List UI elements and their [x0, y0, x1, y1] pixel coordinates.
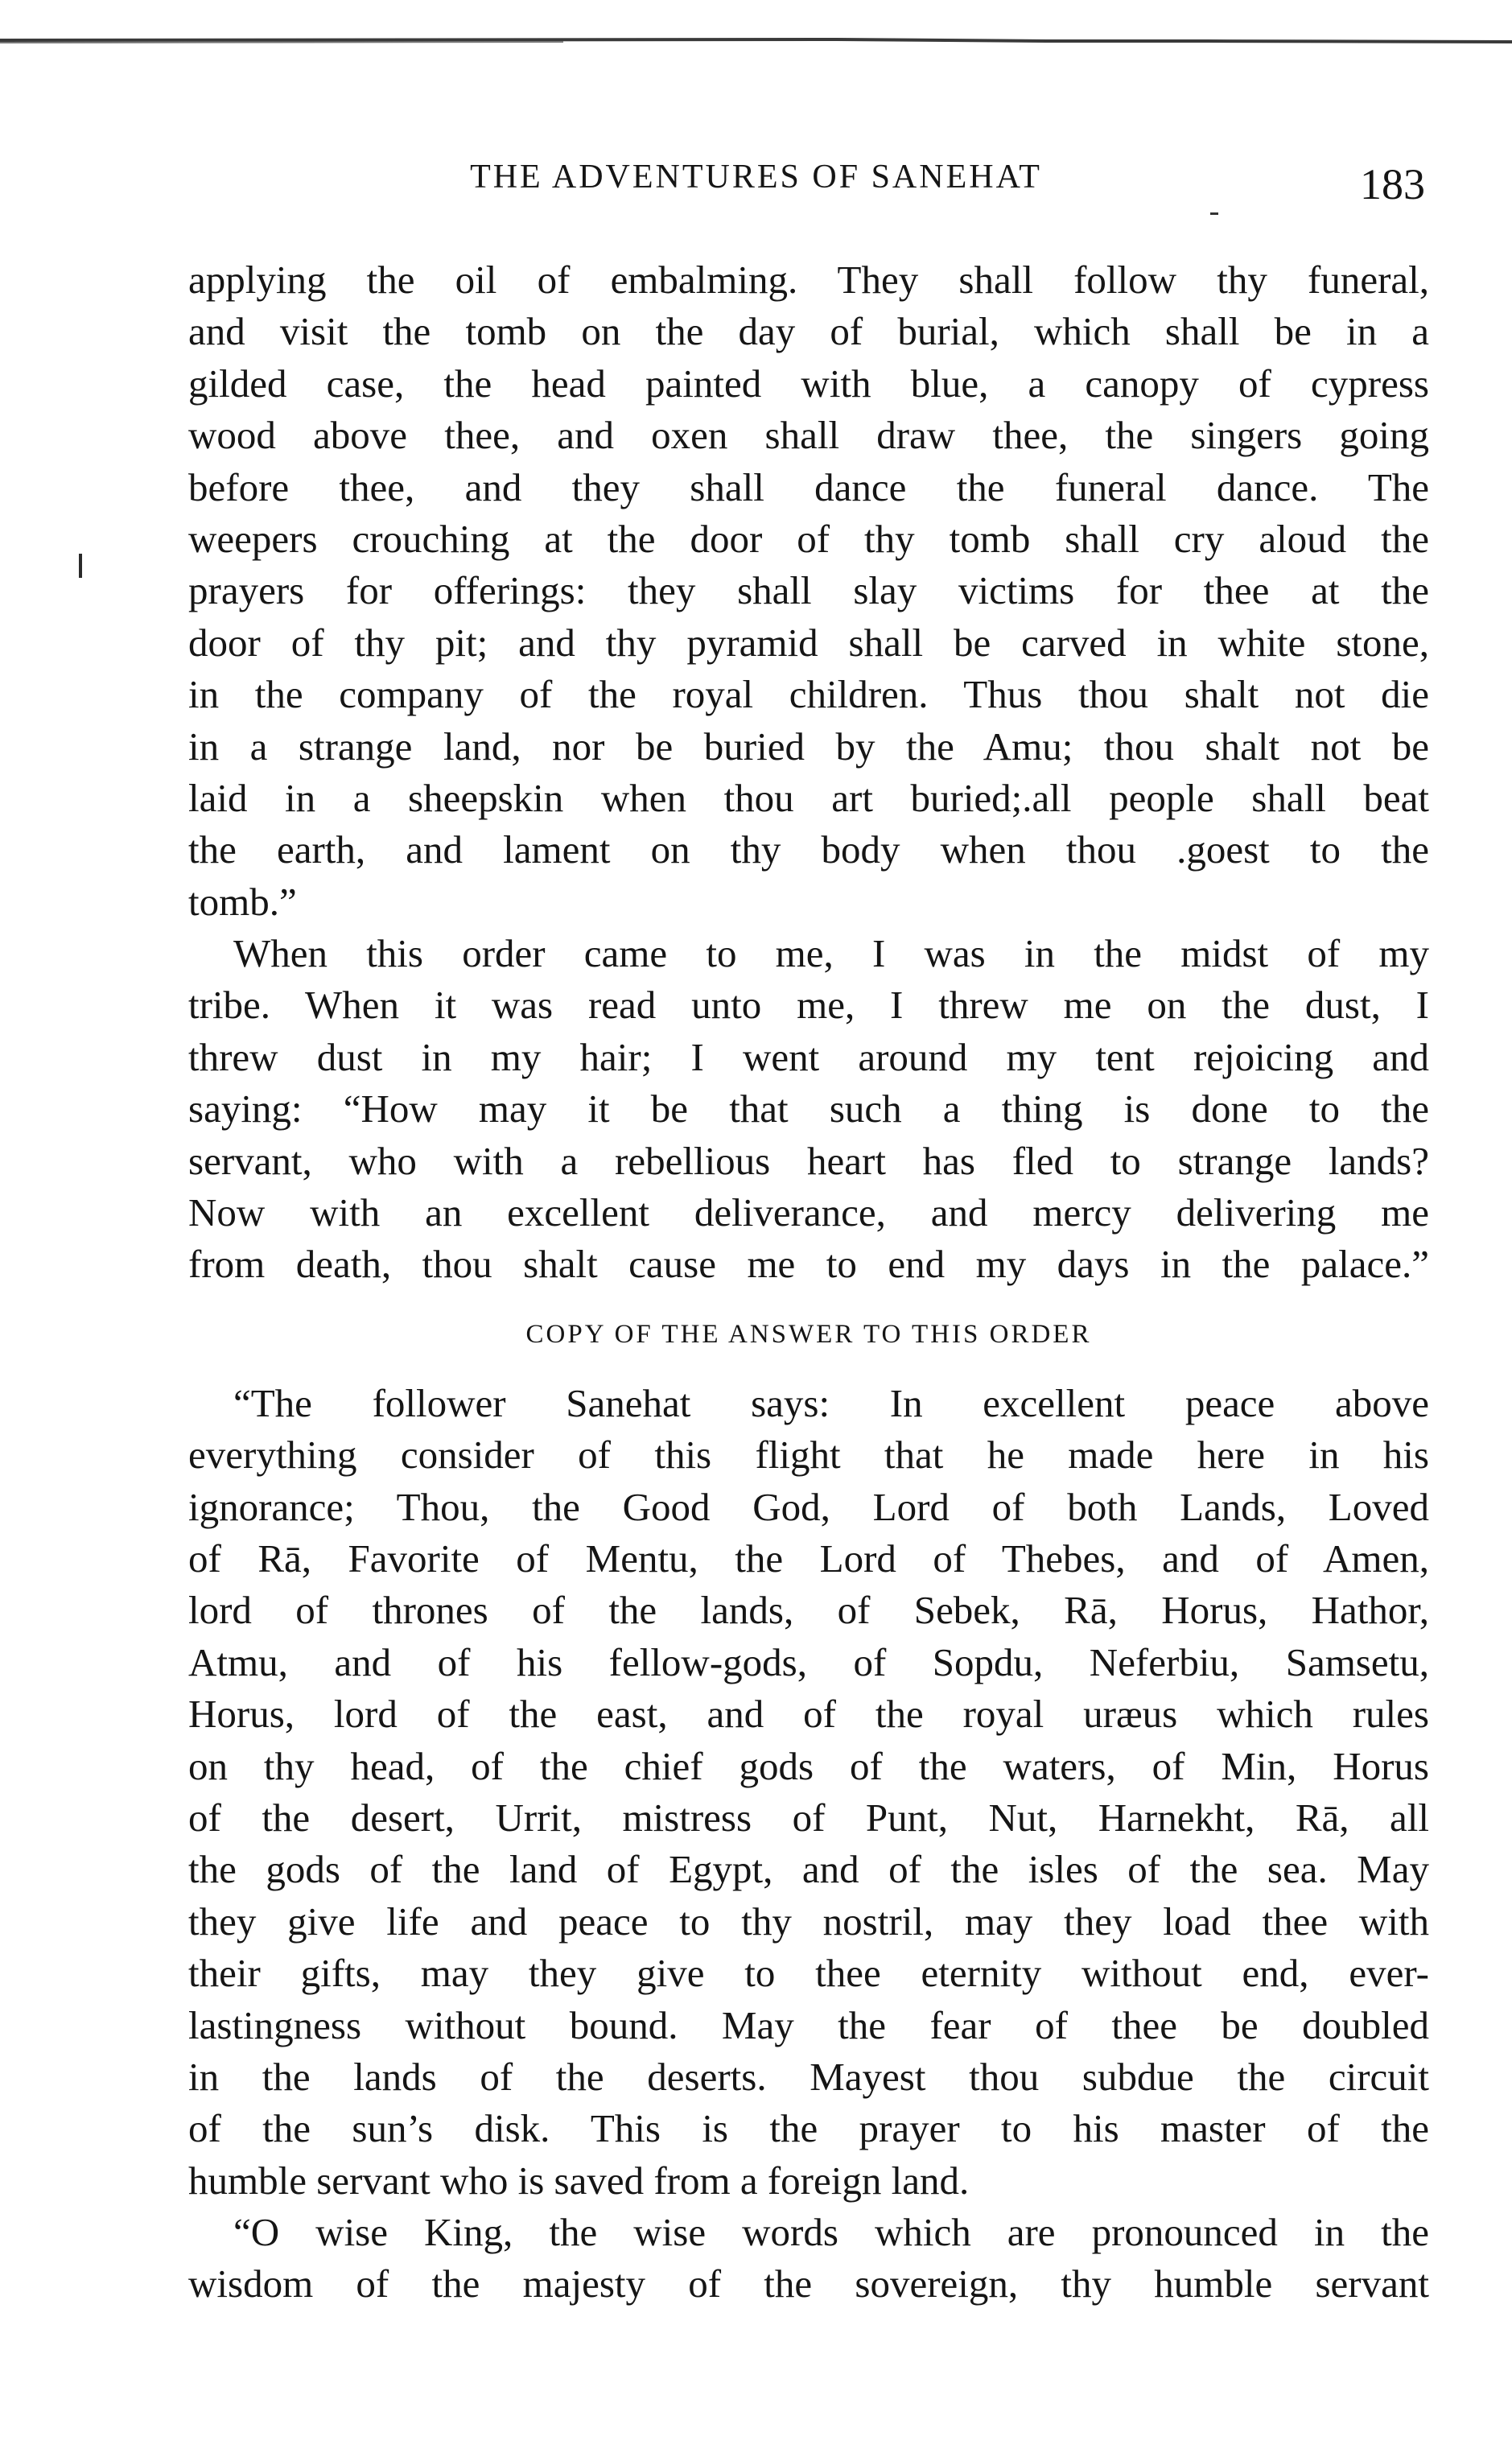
text-line: of Rā, Favorite of Mentu, the Lord of Thebes, and of Amen,	[188, 1536, 1429, 1581]
stray-print-mark	[1210, 212, 1218, 215]
paragraph-wise-king	[188, 2207, 1429, 2311]
text-line: lastingness without bound. May the fear of thee be doubled	[188, 2002, 1429, 2047]
text-line: before thee, and they shall dance the funeral dance. The	[188, 464, 1429, 509]
text-line: “O wise King, the wise words which are pronounced in the	[233, 2210, 1429, 2255]
text-line: wisdom of the majesty of the sovereign, thy humble servant	[188, 2261, 1429, 2307]
text-line: laid in a sheepskin when thou art buried;.all people shall beat	[188, 775, 1429, 820]
text-line: everything consider of this flight that he made here in his	[188, 1433, 1429, 1478]
text-body	[188, 254, 1429, 2311]
margin-mark	[79, 554, 82, 578]
text-line: their gifts, may they give to thee eternity without end, ever-	[188, 1951, 1429, 1996]
text-line: weepers crouching at the door of thy tomb shall cry aloud the	[188, 516, 1429, 561]
text-line: of the sun’s disk. This is the prayer to his master of the	[188, 2106, 1429, 2151]
paragraph-answer	[188, 1378, 1429, 2207]
text-line: “The follower Sanehat says: In excellent peace above	[233, 1380, 1429, 1425]
text-line: the earth, and lament on thy body when thou .goest to the	[188, 827, 1429, 872]
text-line: tribe. When it was read unto me, I threw me on the dust, I	[188, 983, 1429, 1028]
text-line: tomb.”	[188, 879, 297, 924]
text-line: of the desert, Urrit, mistress of Punt, Nut, Harnekht, Rā, all	[188, 1795, 1429, 1840]
text-line: ignorance; Thou, the Good God, Lord of both Lands, Loved	[188, 1484, 1429, 1529]
text-line: gilded case, the head painted with blue, a canopy of cypress	[188, 361, 1429, 406]
text-line: wood above thee, and oxen shall draw thee, the singers going	[188, 413, 1429, 458]
text-line: threw dust in my hair; I went around my tent rejoicing and	[188, 1034, 1429, 1079]
paragraph-funeral	[188, 254, 1429, 928]
text-line: saying: “How may it be that such a thing is done to the	[188, 1086, 1429, 1132]
section-heading: COPY OF THE ANSWER TO THIS ORDER	[525, 1319, 1092, 1349]
text-line: in a strange land, nor be buried by the Amu; thou shalt not be	[188, 723, 1429, 769]
page-number: 183	[1360, 160, 1425, 208]
text-line: servant, who with a rebellious heart has fled to strange lands?	[188, 1138, 1429, 1183]
text-line: and visit the tomb on the day of burial, which shall be in a	[188, 309, 1429, 354]
text-line: door of thy pit; and thy pyramid shall be carved in white stone,	[188, 620, 1429, 665]
running-title: THE ADVENTURES OF SANEHAT	[470, 159, 1042, 196]
text-line: Horus, lord of the east, and of the royal uræus which rules	[188, 1692, 1429, 1737]
text-line: on thy head, of the chief gods of the waters, of Min, Horus	[188, 1743, 1429, 1788]
text-line: When this order came to me, I was in the midst of my	[233, 931, 1429, 976]
text-line: in the lands of the deserts. Mayest thou subdue the circuit	[188, 2054, 1429, 2099]
text-line: from death, thou shalt cause me to end my days in the palace.”	[188, 1242, 1429, 1287]
paragraph-order-received	[188, 928, 1429, 1291]
text-line: lord of thrones of the lands, of Sebek, Rā, Horus, Hathor,	[188, 1588, 1429, 1633]
text-line: applying the oil of embalming. They shall follow thy funeral,	[188, 258, 1429, 302]
text-line: Now with an excellent deliverance, and mercy delivering me	[188, 1190, 1429, 1235]
text-line: in the company of the royal children. Thus thou shalt not die	[188, 672, 1429, 717]
text-line: the gods of the land of Egypt, and of the isles of the sea. May	[188, 1847, 1429, 1892]
scanned-top-edge-rule	[0, 37, 1512, 45]
text-line: humble servant who is saved from a foreign land.	[188, 2158, 970, 2203]
page-header	[0, 153, 1512, 217]
text-line: they give life and peace to thy nostril, may they load thee with	[188, 1898, 1429, 1944]
text-line: Atmu, and of his fellow-gods, of Sopdu, Neferbiu, Samsetu,	[188, 1639, 1429, 1684]
text-line: prayers for offerings: they shall slay victims for thee at the	[188, 568, 1429, 613]
